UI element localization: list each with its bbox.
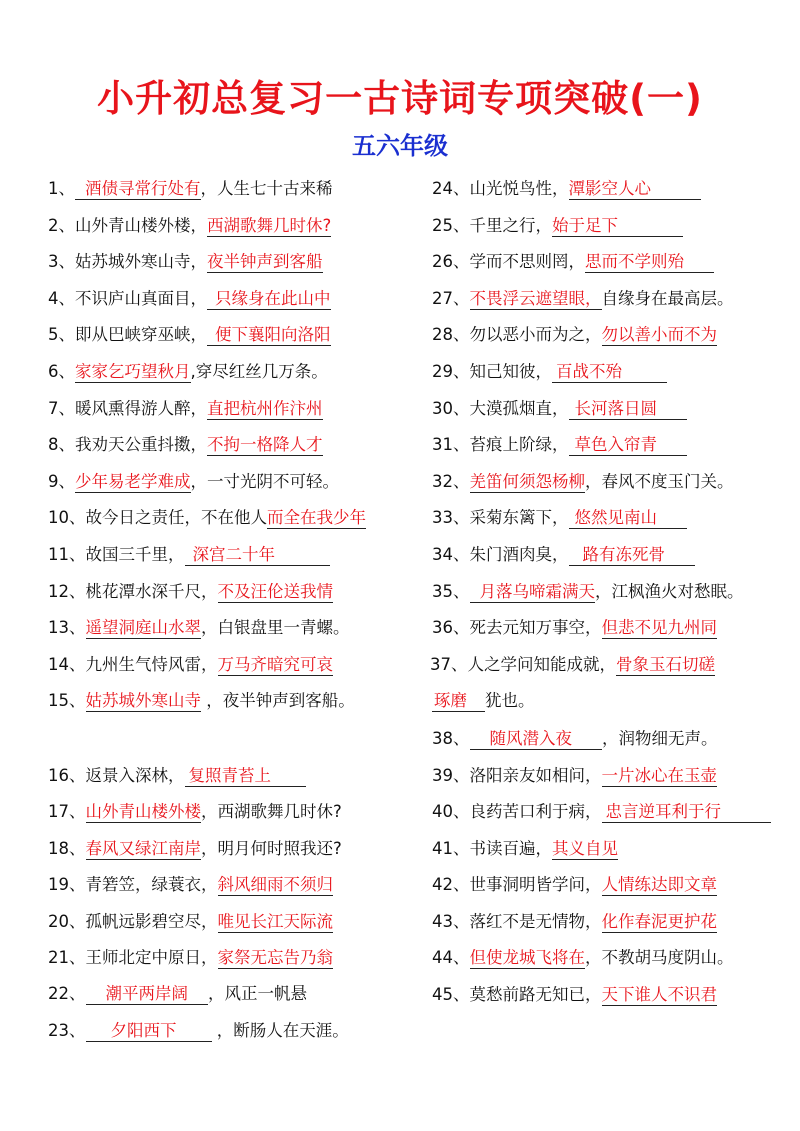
list-item: [48, 1020, 349, 1042]
list-item: [48, 983, 307, 1005]
item-prompt: 返景入深林，: [85, 766, 185, 785]
item-number: 32、: [432, 471, 470, 491]
item-suffix: ，风正一帆悬: [208, 984, 307, 1004]
item-number: 10、: [48, 508, 86, 528]
item-answer: 琢磨: [432, 690, 485, 712]
item-number: 23、: [48, 1020, 86, 1040]
item-answer: 少年易老学难成: [75, 471, 191, 491]
list-item: [48, 617, 350, 639]
item-prompt: 姑苏城外寒山寺，: [75, 252, 207, 272]
item-number: 3、: [48, 252, 75, 272]
item-number: 20、: [48, 911, 86, 931]
list-item: [48, 251, 323, 273]
item-number: 25、: [432, 215, 470, 235]
grade-subtitle: 五六年级: [352, 132, 448, 160]
item-answer: 羌笛何须怨杨柳: [469, 471, 585, 491]
item-prompt: 故国三千里，: [85, 545, 185, 564]
item-number: 15、: [48, 691, 86, 711]
list-item: [432, 288, 734, 310]
item-answer: 姑苏城外寒山寺: [85, 691, 201, 711]
list-item: [48, 471, 339, 493]
item-prompt: 采菊东篱下，: [469, 508, 569, 528]
list-item: [48, 215, 331, 237]
item-number: 31、: [432, 435, 470, 455]
item-suffix: ，一寸光阴不可轻。: [190, 471, 339, 491]
item-number: 30、: [432, 398, 470, 418]
item-prompt: 孤帆远影碧空尽，: [85, 911, 218, 931]
list-item: [48, 911, 333, 933]
list-item: [48, 838, 342, 860]
list-item: [432, 324, 717, 346]
item-number: 9、: [48, 471, 75, 491]
item-number: 27、: [432, 288, 470, 308]
item-number: 22、: [48, 984, 86, 1004]
item-prompt: 千里之行，: [469, 215, 552, 235]
item-suffix: 犹也。: [485, 691, 535, 711]
item-number: 21、: [48, 948, 86, 967]
list-item: [48, 581, 333, 603]
item-number: 28、: [432, 325, 470, 345]
item-prompt: 良药苦口利于病，: [469, 802, 602, 821]
item-suffix: ，夜半钟声到客船。: [201, 691, 355, 711]
item-number: 38、: [432, 729, 470, 748]
item-answer: 其义自见: [552, 838, 618, 858]
list-item: [48, 765, 306, 787]
item-answer: 不畏浮云遮望眼，: [469, 288, 602, 308]
item-answer: 唯见长江天际流: [217, 911, 333, 931]
list-item: [48, 178, 333, 200]
list-item: [432, 765, 717, 787]
item-answer: 春风又绿江南岸: [85, 838, 201, 858]
item-answer: 复照青苔上: [185, 765, 307, 787]
item-answer: 但悲不见九州同: [601, 618, 717, 638]
item-suffix: ，不教胡马度阴山。: [585, 948, 734, 967]
item-number: 13、: [48, 618, 86, 638]
item-answer: 月落乌啼霜满天: [470, 581, 596, 603]
item-prompt: 世事洞明皆学问，: [469, 875, 602, 894]
item-suffix: ，人生七十古来稀: [200, 179, 333, 198]
item-prompt: 勿以恶小而为之，: [469, 325, 602, 345]
item-answer: 酒债寻常行处有: [75, 178, 201, 200]
item-suffix: ，润物细无声。: [602, 729, 718, 748]
item-number: 17、: [48, 802, 86, 822]
list-item: [432, 251, 714, 273]
item-answer: 草色入帘青: [569, 434, 688, 456]
item-answer: 骨象玉石切磋: [616, 654, 715, 674]
item-answer: 但使龙城飞将在: [469, 948, 585, 967]
item-answer: 夕阳西下: [86, 1020, 212, 1042]
item-prompt: 王师北定中原日，: [85, 948, 218, 967]
list-item: [432, 617, 717, 639]
item-answer: 只缘身在此山中: [207, 288, 331, 310]
item-answer: 西湖歌舞几时休?: [207, 215, 332, 235]
item-number: 18、: [48, 838, 86, 858]
list-item: [48, 398, 323, 420]
item-answer: 人情练达即文章: [601, 875, 717, 894]
item-prompt: 人之学问知能成就，: [467, 654, 616, 674]
item-number: 37、: [430, 654, 468, 674]
item-answer: 深宫二十年: [185, 544, 331, 566]
item-prompt: 莫愁前路无知已，: [469, 984, 602, 1004]
list-item: [48, 288, 331, 310]
list-item: [432, 728, 718, 750]
item-number: 36、: [432, 618, 470, 638]
item-suffix: 自缘身在最高层。: [601, 288, 734, 308]
item-number: 19、: [48, 875, 86, 895]
list-item: [432, 911, 717, 933]
item-answer: 勿以善小而不为: [601, 325, 717, 345]
item-prompt: 大漠孤烟直，: [469, 398, 569, 418]
item-number: 33、: [432, 508, 470, 528]
item-prompt: 我劝天公重抖擞，: [75, 435, 207, 455]
item-answer: 长河落日圆: [569, 398, 688, 420]
item-prompt: 学而不思则罔，: [469, 252, 585, 272]
item-number: 40、: [432, 802, 470, 821]
list-item: [48, 434, 323, 456]
item-answer: 而全在我少年: [267, 508, 366, 528]
page-title: 小升初总复习一古诗词专项突破(一): [97, 77, 703, 120]
item-answer: 不拘一格降人才: [207, 435, 323, 455]
item-prompt: 即从巴峡穿巫峡，: [75, 325, 207, 345]
list-item: [432, 398, 687, 420]
item-number: 16、: [48, 766, 86, 785]
item-number: 35、: [432, 581, 470, 601]
item-number: 7、: [48, 398, 75, 418]
item-number: 24、: [432, 179, 470, 198]
item-prompt: 苔痕上阶绿，: [469, 435, 569, 455]
item-suffix: ，西湖歌舞几时休?: [201, 802, 342, 822]
item-prompt: 死去元知万事空，: [469, 618, 602, 638]
item-answer: 夜半钟声到客船: [207, 252, 323, 272]
item-number: 43、: [432, 911, 470, 931]
list-item: [432, 361, 667, 383]
item-answer: 始于足下: [552, 215, 683, 237]
item-number: 12、: [48, 581, 86, 601]
item-number: 4、: [48, 288, 75, 308]
item-answer: 潮平两岸阔: [86, 983, 209, 1005]
list-item: [432, 178, 701, 200]
item-number: 2、: [48, 215, 75, 235]
item-answer: 潭影空人心: [569, 178, 702, 200]
list-item: [48, 361, 328, 383]
item-suffix: ，明月何时照我还?: [201, 838, 342, 858]
list-item: [432, 215, 683, 237]
list-item: [432, 507, 687, 529]
item-suffix: ,穿尽红丝几万条。: [190, 362, 328, 381]
item-prompt: 故今日之责任，不在他人: [85, 508, 267, 528]
item-prompt: 桃花潭水深千尺，: [85, 581, 218, 601]
item-answer: 悠然见南山: [569, 507, 688, 529]
list-item: [432, 581, 744, 603]
item-prompt: 暖风熏得游人醉，: [75, 398, 207, 418]
item-number: 39、: [432, 765, 470, 785]
item-answer: 家祭无忘告乃翁: [217, 948, 333, 967]
list-item: [432, 434, 687, 456]
item-answer: 万马齐暗究可哀: [217, 654, 333, 674]
list-item: [432, 471, 734, 493]
list-item: [432, 801, 771, 823]
list-item: [432, 544, 695, 566]
list-item: [48, 324, 331, 346]
item-prompt: 不识庐山真面目，: [75, 288, 207, 308]
item-number: 45、: [432, 984, 470, 1004]
item-answer: 直把杭州作汴州: [207, 398, 323, 418]
item-answer: 天下谁人不识君: [601, 984, 717, 1004]
item-number: 1、: [48, 179, 75, 198]
item-suffix: ，江枫渔火对愁眠。: [595, 581, 744, 601]
item-number: 41、: [432, 838, 470, 858]
item-answer: 忠言逆耳利于行: [602, 801, 772, 823]
item-prompt: 洛阳亲友如相问，: [469, 765, 602, 785]
item-number: 34、: [432, 545, 470, 564]
item-answer: 路有冻死骨: [569, 544, 696, 566]
item-prompt: 朱门酒肉臭，: [469, 545, 569, 564]
item-answer: 家家乞巧望秋月: [75, 362, 191, 381]
item-prompt: 青箬笠，绿蓑衣，: [85, 875, 218, 895]
item-answer: 便下襄阳向洛阳: [207, 324, 331, 346]
item-answer: 一片冰心在玉壶: [601, 765, 717, 785]
item-prompt: 山外青山楼外楼，: [75, 215, 207, 235]
list-item: [48, 654, 333, 676]
list-item: [432, 838, 618, 860]
list-item: [48, 947, 333, 969]
list-item: [430, 654, 715, 676]
item-suffix: ，春风不度玉门关。: [585, 471, 734, 491]
item-answer: 化作春泥更护花: [601, 911, 717, 931]
item-suffix: ，白银盘里一青螺。: [201, 618, 350, 638]
list-item: [432, 947, 734, 969]
item-prompt: 山光悦鸟性，: [469, 179, 569, 198]
item-answer: 百战不殆: [552, 361, 667, 383]
list-item: [48, 801, 342, 823]
item-answer: 随风潜入夜: [470, 728, 603, 750]
item-answer: 斜风细雨不须归: [217, 875, 333, 895]
list-item: [432, 690, 535, 712]
item-number: 42、: [432, 875, 470, 894]
item-suffix: ，断肠人在天涯。: [211, 1020, 349, 1040]
item-prompt: 知己知彼，: [469, 362, 552, 381]
item-number: 8、: [48, 435, 75, 455]
item-answer: 不及汪伦送我情: [217, 581, 333, 601]
item-number: 5、: [48, 325, 75, 345]
item-answer: 遥望洞庭山水翠: [85, 618, 201, 638]
list-item: [48, 544, 330, 566]
item-prompt: 书读百遍，: [469, 838, 552, 858]
list-item: [432, 984, 717, 1006]
item-number: 14、: [48, 654, 86, 674]
list-item: [48, 690, 355, 712]
list-item: [48, 874, 333, 896]
item-prompt: 落红不是无情物，: [469, 911, 602, 931]
list-item: [48, 507, 366, 529]
list-item: [432, 874, 717, 896]
item-answer: 山外青山楼外楼: [85, 802, 201, 822]
item-answer: 思而不学则殆: [585, 251, 714, 273]
item-prompt: 九州生气恃风雷，: [85, 654, 218, 674]
item-number: 44、: [432, 948, 470, 967]
item-number: 6、: [48, 362, 75, 381]
item-number: 11、: [48, 545, 86, 564]
item-number: 26、: [432, 252, 470, 272]
item-number: 29、: [432, 362, 470, 381]
